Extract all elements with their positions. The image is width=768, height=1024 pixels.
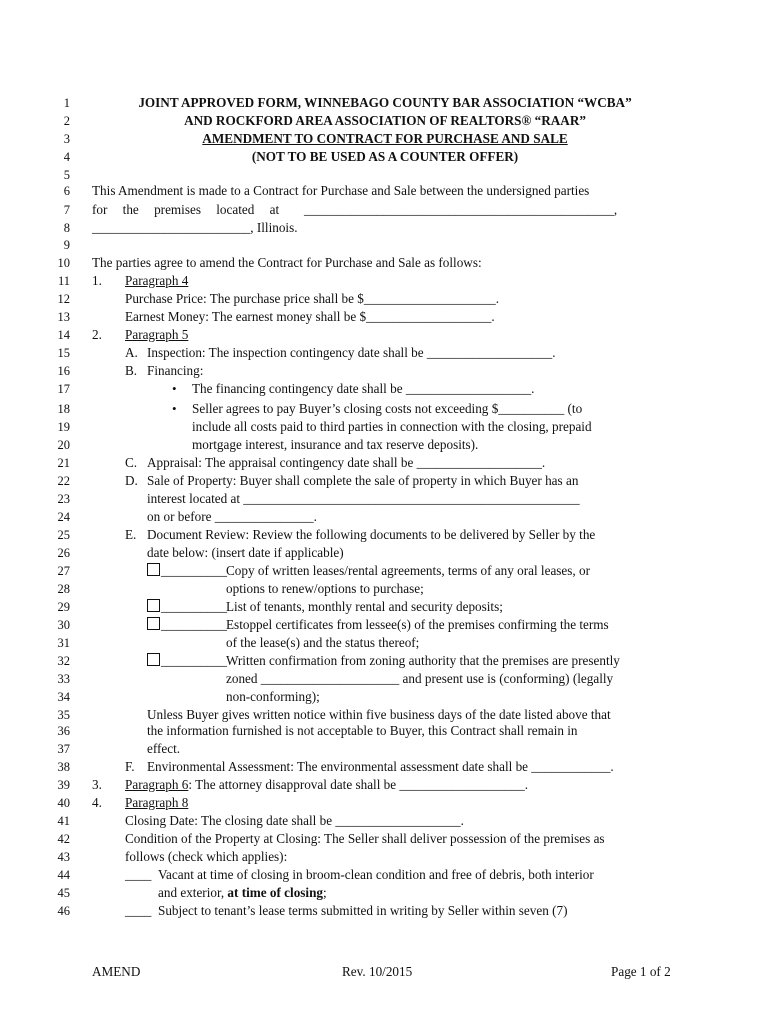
line-number: 14: [57, 328, 70, 342]
line-number: 39: [57, 778, 70, 792]
item-number-4: 4.: [92, 795, 102, 810]
purchase-price-line[interactable]: Purchase Price: The purchase price shall be $____________________.: [125, 291, 500, 306]
line-number: 9: [63, 238, 70, 252]
bullet-icon: •: [172, 381, 177, 396]
line-number: 40: [57, 796, 70, 810]
line-number: 6: [63, 184, 70, 198]
line-number: 29: [57, 600, 70, 614]
vacant-text-2: [158, 884, 327, 902]
footer-page-number: Page 1 of 2: [611, 964, 671, 979]
line-number: 10: [57, 256, 70, 270]
item-number-3: 3.: [92, 777, 102, 792]
line-number: 35: [57, 708, 70, 722]
unless-text-3: effect.: [147, 741, 181, 756]
line-number: 20: [57, 438, 70, 452]
leases-text: Copy of written leases/rental agreements, terms of any oral leases, or: [226, 563, 590, 578]
line-number: 7: [63, 203, 70, 217]
date-blank[interactable]: __________: [161, 653, 227, 668]
item-f-letter: F.: [125, 759, 135, 774]
estoppel-text: Estoppel certificates from lessee(s) of the premises confirming the terms: [226, 617, 609, 632]
line-number: 37: [57, 742, 70, 756]
line-number: 44: [57, 868, 70, 882]
item-c-letter: C.: [125, 455, 138, 470]
line-number: 36: [57, 724, 70, 738]
line-number: 4: [63, 150, 70, 164]
premises-text: for the premises located at: [92, 202, 280, 217]
line-number: 21: [57, 456, 70, 470]
line-number: 8: [63, 221, 70, 235]
paragraph-5-heading: Paragraph 5: [125, 327, 189, 342]
paragraph-6-heading: Paragraph 6: [125, 777, 189, 792]
line-number: 24: [57, 510, 70, 524]
line-number: 22: [57, 474, 70, 488]
line-number: 13: [57, 310, 70, 324]
sale-property-address-blank[interactable]: interest located at ___________________________________________________: [147, 491, 580, 506]
tenants-checkbox-row[interactable]: [147, 598, 227, 616]
agree-sentence: The parties agree to amend the Contract for Purchase and Sale as follows:: [92, 255, 482, 270]
inspection-line[interactable]: Inspection: The inspection contingency date shall be ___________________.: [147, 345, 556, 360]
line-number: 26: [57, 546, 70, 560]
paragraph-6-line[interactable]: [125, 776, 528, 794]
tenants-text: List of tenants, monthly rental and security deposits;: [226, 599, 503, 614]
checkbox-icon[interactable]: [147, 563, 160, 576]
attorney-disapproval-text[interactable]: : The attorney disapproval date shall be ___________________.: [188, 777, 528, 792]
line-number: 33: [57, 672, 70, 686]
line-number: 16: [57, 364, 70, 378]
item-number-1: 1.: [92, 273, 102, 288]
leases-checkbox-row[interactable]: [147, 562, 227, 580]
sale-property-date-blank[interactable]: on or before _______________.: [147, 509, 317, 524]
line-number: 15: [57, 346, 70, 360]
financing-label: Financing:: [147, 363, 204, 378]
tenant-check-blank[interactable]: ____: [125, 903, 152, 918]
line-number: 32: [57, 654, 70, 668]
paragraph-4-heading: Paragraph 4: [125, 273, 189, 288]
date-blank[interactable]: __________: [161, 599, 227, 614]
environmental-line[interactable]: Environmental Assessment: The environmental assessment date shall be ____________.: [147, 759, 614, 774]
unless-text-2: the information furnished is not acceptable to Buyer, this Contract shall remain in: [147, 723, 578, 738]
line-number: 43: [57, 850, 70, 864]
item-e-letter: E.: [125, 527, 137, 542]
line-number: 45: [57, 886, 70, 900]
line-number: 5: [63, 168, 70, 182]
tenant-lease-text: Subject to tenant’s lease terms submitted in writing by Seller within seven (7): [158, 903, 568, 918]
line-number: 12: [57, 292, 70, 306]
premises-city-blank[interactable]: ________________________, Illinois.: [92, 220, 298, 235]
estoppel-text-2: of the lease(s) and the status thereof;: [226, 635, 420, 650]
form-title-line-1: JOINT APPROVED FORM, WINNEBAGO COUNTY BAR ASSOCIATION “WCBA”: [138, 95, 632, 110]
zoning-checkbox-row[interactable]: [147, 652, 227, 670]
vacant-text-1: Vacant at time of closing in broom-clean condition and free of debris, both interior: [158, 867, 594, 882]
footer-revision: Rev. 10/2015: [342, 964, 413, 979]
condition-line-1: Condition of the Property at Closing: The Seller shall deliver possession of the premises as: [125, 831, 605, 846]
line-number: 30: [57, 618, 70, 632]
date-blank[interactable]: __________: [161, 563, 227, 578]
estoppel-checkbox-row[interactable]: [147, 616, 227, 634]
line-number: 11: [57, 274, 70, 288]
checkbox-icon[interactable]: [147, 617, 160, 630]
vacant-text-2c: ;: [323, 885, 327, 900]
financing-date-line[interactable]: The financing contingency date shall be ___________________.: [192, 381, 535, 396]
line-number: 17: [57, 382, 70, 396]
bullet-icon: •: [172, 401, 177, 416]
footer-form-code: AMEND: [92, 964, 141, 979]
unless-text-1: Unless Buyer gives written notice within five business days of the date listed above that: [147, 707, 611, 722]
line-number: 41: [57, 814, 70, 828]
date-blank[interactable]: __________: [161, 617, 227, 632]
item-number-2: 2.: [92, 327, 102, 342]
zoning-text-3: non-conforming);: [226, 689, 320, 704]
line-number: 25: [57, 528, 70, 542]
line-number: 23: [57, 492, 70, 506]
premises-address-blank[interactable]: _______________________________________________,: [304, 202, 618, 217]
earnest-money-line[interactable]: Earnest Money: The earnest money shall be $___________________.: [125, 309, 495, 324]
form-title-line-4: (NOT TO BE USED AS A COUNTER OFFER): [251, 149, 519, 164]
line-number: 2: [63, 114, 70, 128]
line-number: 46: [57, 904, 70, 918]
intro-sentence: This Amendment is made to a Contract for Purchase and Sale between the undersigned parties: [92, 183, 590, 198]
form-title-line-3: [90, 130, 680, 148]
line-number: 19: [57, 420, 70, 434]
closing-costs-line-3: mortgage interest, insurance and tax reserve deposits).: [192, 437, 479, 452]
form-title-line-2: AND ROCKFORD AREA ASSOCIATION OF REALTORS® “RAAR”: [184, 113, 586, 128]
line-number: 1: [63, 96, 70, 110]
line-number: 28: [57, 582, 70, 596]
appraisal-line[interactable]: Appraisal: The appraisal contingency date shall be ___________________.: [147, 455, 546, 470]
line-number: 38: [57, 760, 70, 774]
checkbox-icon[interactable]: [147, 653, 160, 666]
zoning-text-2[interactable]: zoned _____________________ and present use is (conforming) (legally: [226, 671, 614, 686]
closing-costs-line-2: include all costs paid to third parties in connection with the closing, prepaid: [192, 419, 592, 434]
at-time-of-closing-bold: at time of closing: [227, 885, 324, 900]
line-number: 3: [63, 132, 70, 146]
line-number: 31: [57, 636, 70, 650]
item-a-letter: A.: [125, 345, 138, 360]
zoning-text: Written confirmation from zoning authority that the premises are presently: [226, 653, 620, 668]
line-number: 18: [57, 402, 70, 416]
premises-label: [92, 201, 279, 219]
condition-line-2: follows (check which applies):: [125, 849, 288, 864]
checkbox-icon[interactable]: [147, 599, 160, 612]
paragraph-8-heading: Paragraph 8: [125, 795, 189, 810]
line-number: 34: [57, 690, 70, 704]
document-review-line-2: date below: (insert date if applicable): [147, 545, 344, 560]
item-d-letter: D.: [125, 473, 138, 488]
item-b-letter: B.: [125, 363, 138, 378]
closing-date-line[interactable]: Closing Date: The closing date shall be ___________________.: [125, 813, 464, 828]
document-review-line: Document Review: Review the following documents to be delivered by Seller by the: [147, 527, 596, 542]
vacant-text-2a: and exterior,: [158, 885, 228, 900]
sale-of-property-line: Sale of Property: Buyer shall complete the sale of property in which Buyer has an: [147, 473, 579, 488]
closing-costs-line[interactable]: Seller agrees to pay Buyer’s closing costs not exceeding $__________ (to: [192, 401, 583, 416]
leases-text-2: options to renew/options to purchase;: [226, 581, 424, 596]
line-number: 42: [57, 832, 70, 846]
vacant-check-blank[interactable]: ____: [125, 867, 152, 882]
line-number: 27: [57, 564, 70, 578]
amendment-title: AMENDMENT TO CONTRACT FOR PURCHASE AND SALE: [202, 131, 568, 146]
